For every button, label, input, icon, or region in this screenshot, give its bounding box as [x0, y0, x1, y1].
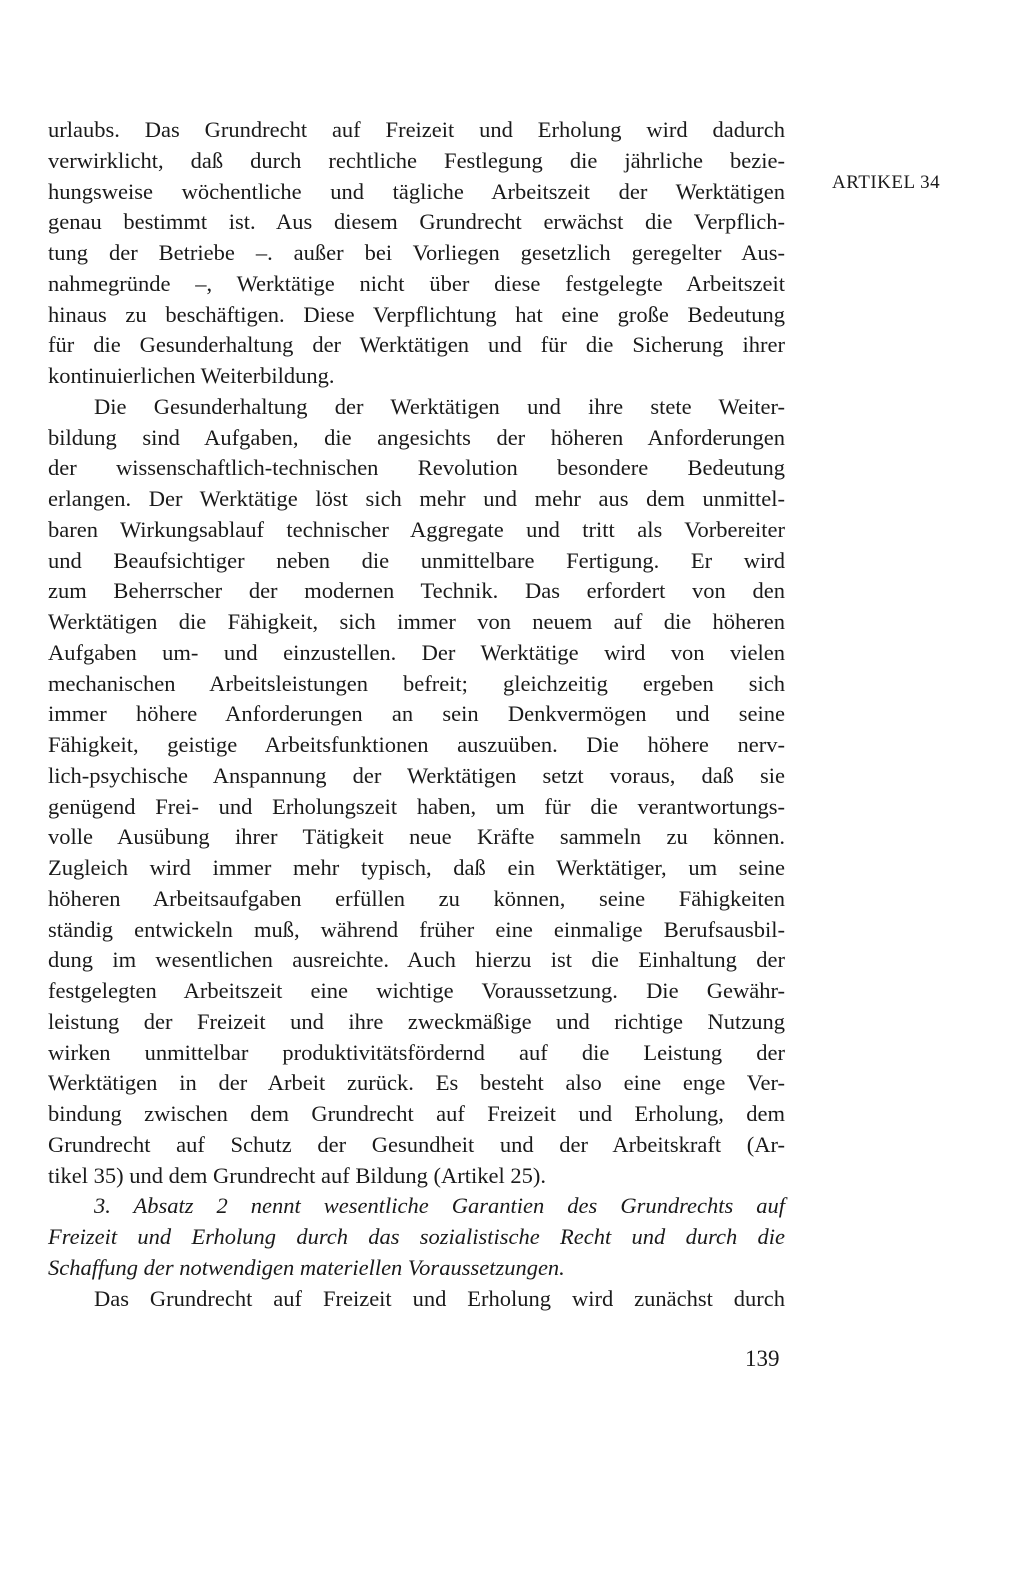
section-heading-line: 3. Absatz 2 nennt wesentliche Garantien des Grundrechts auf	[94, 1193, 785, 1219]
text-line: nahmegründe –, Werktätige nicht über diese festgelegte Arbeitszeit	[48, 270, 785, 296]
text-line: baren Wirkungsablauf technischer Aggregate und tritt als Vorbereiter	[48, 516, 785, 542]
text-line: Werktätigen in der Arbeit zurück. Es besteht also eine enge Ver-	[48, 1070, 785, 1096]
text-line: zum Beherrscher der modernen Technik. Das erfordert von den	[48, 578, 785, 604]
text-line: erlangen. Der Werktätige löst sich mehr und mehr aus dem unmittel-	[48, 486, 785, 511]
text-line: höheren Arbeitsaufgaben erfüllen zu können, seine Fähigkeiten	[48, 885, 785, 911]
text-line: genau bestimmt ist. Aus diesem Grundrecht erwächst die Verpflich-	[48, 209, 785, 235]
text-line: der wissenschaftlich-technischen Revolution besondere Bedeutung	[48, 455, 785, 481]
text-line: wirken unmittelbar produktivitätsfördernd auf die Leistung der	[48, 1039, 785, 1065]
text-line: lich-psychische Anspannung der Werktätigen setzt voraus, daß sie	[48, 762, 785, 788]
text-line: Grundrecht auf Schutz der Gesundheit und der Arbeitskraft (Ar-	[48, 1131, 785, 1157]
text-line: bindung zwischen dem Grundrecht auf Freizeit und Erholung, dem	[48, 1101, 785, 1126]
text-line: tikel 35) und dem Grundrecht auf Bildung (Artikel 25).	[48, 1162, 547, 1188]
page-number: 139	[745, 1346, 780, 1371]
text-line: verwirklicht, daß durch rechtliche Festlegung die jährliche bezie-	[48, 147, 785, 173]
section-heading-line: Freizeit und Erholung durch das sozialistische Recht und durch die	[48, 1224, 785, 1249]
text-line: volle Ausübung ihrer Tätigkeit neue Kräfte sammeln zu können.	[48, 824, 785, 850]
text-line: Fähigkeit, geistige Arbeitsfunktionen auszuüben. Die höhere nerv-	[48, 732, 785, 757]
text-line: leistung der Freizeit und ihre zweckmäßige und richtige Nutzung	[48, 1008, 785, 1034]
text-line: genügend Frei- und Erholungszeit haben, um für die verantwortungs-	[48, 793, 785, 819]
text-line: bildung sind Aufgaben, die angesichts der höheren Anforderungen	[48, 424, 785, 450]
text-line: dung im wesentlichen ausreichte. Auch hierzu ist die Einhaltung der	[48, 947, 785, 973]
text-line: Aufgaben um- und einzustellen. Der Werktätige wird von vielen	[48, 639, 785, 665]
text-line: immer höhere Anforderungen an sein Denkvermögen und seine	[48, 701, 785, 727]
text-line: mechanischen Arbeitsleistungen befreit; gleichzeitig ergeben sich	[48, 670, 785, 696]
paragraph-start-line: Die Gesunderhaltung der Werktätigen und ihre stete Weiter-	[94, 393, 785, 419]
text-line: Werktätigen die Fähigkeit, sich immer von neuem auf die höheren	[48, 609, 785, 634]
text-line: urlaubs. Das Grundrecht auf Freizeit und Erholung wird dadurch	[48, 117, 785, 142]
text-line: ständig entwickeln muß, während früher eine einmalige Berufsausbil-	[48, 916, 785, 942]
text-line: festgelegten Arbeitszeit eine wichtige Voraussetzung. Die Gewähr-	[48, 978, 785, 1003]
text-line: für die Gesunderhaltung der Werktätigen und für die Sicherung ihrer	[48, 332, 785, 358]
text-line: und Beaufsichtiger neben die unmittelbare Fertigung. Er wird	[48, 547, 785, 573]
section-heading-line: Schaffung der notwendigen materiellen Voraussetzungen.	[48, 1254, 565, 1280]
text-line: hinaus zu beschäftigen. Diese Verpflichtung hat eine große Bedeutung	[48, 301, 785, 327]
margin-note-article: ARTIKEL 34	[832, 172, 941, 193]
text-line: Zugleich wird immer mehr typisch, daß ein Werktätiger, um seine	[48, 855, 785, 880]
text-line: tung der Betriebe –. außer bei Vorliegen gesetzlich geregelter Aus-	[48, 240, 785, 265]
body-text	[48, 115, 785, 1314]
text-line: hungsweise wöchentliche und tägliche Arbeitszeit der Werktätigen	[48, 178, 785, 204]
text-line: kontinuierlichen Weiterbildung.	[48, 363, 335, 388]
paragraph-start-line: Das Grundrecht auf Freizeit und Erholung wird zunächst durch	[94, 1285, 785, 1311]
